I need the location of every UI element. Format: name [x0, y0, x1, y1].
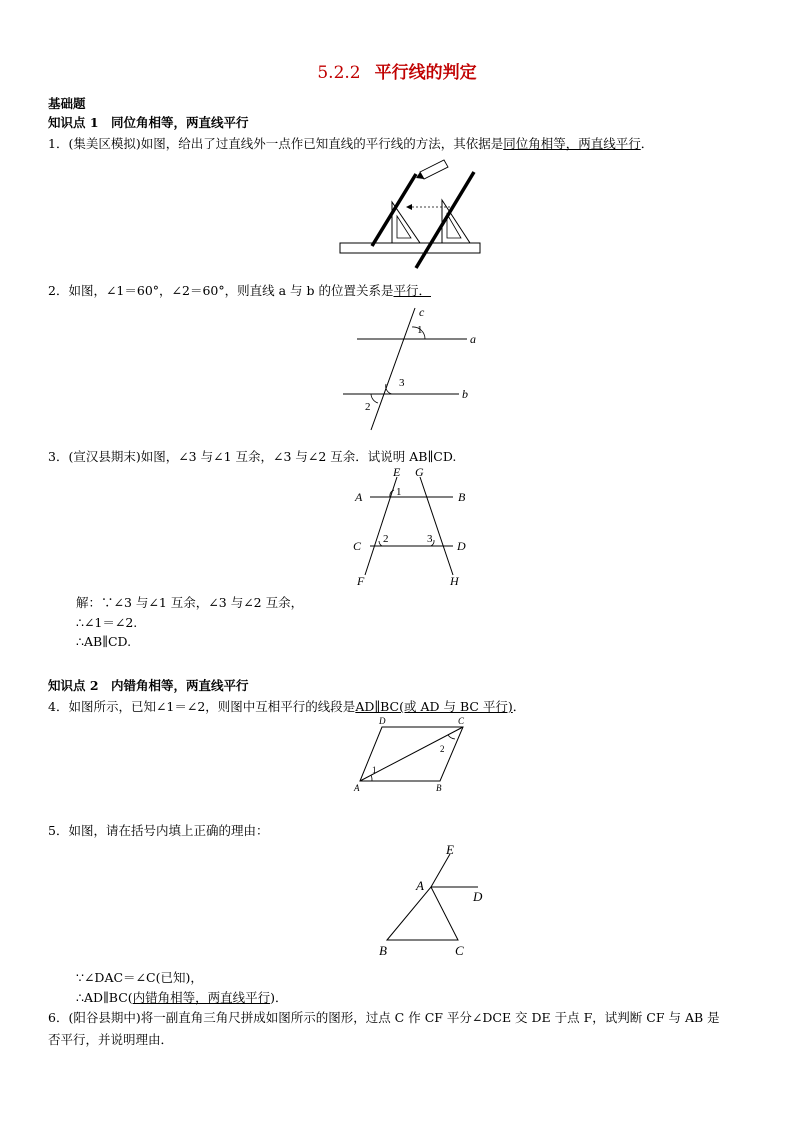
label-b: b — [462, 387, 468, 401]
question-6-line-1: 6．(阳谷县期中)将一副直角三角尺拼成如图所示的图形，过点 C 作 CF 平分∠DCE 交 DE 于点 F，试判断 CF 与 AB 是 — [48, 1010, 720, 1025]
figure-4 — [352, 715, 477, 800]
angle-3: 3 — [399, 377, 405, 389]
label-A: A — [354, 783, 360, 793]
label-B: B — [458, 490, 466, 504]
label-C: C — [353, 539, 362, 553]
label-D: D — [473, 889, 483, 904]
label-A: A — [355, 490, 363, 504]
angle-1: 1 — [372, 765, 377, 775]
figure-1 — [330, 150, 490, 275]
label-H: H — [450, 574, 459, 588]
angle-2: 2 — [440, 744, 445, 754]
knowledge-point-1: 知识点 1 同位角相等，两直线平行 — [48, 115, 249, 130]
figure-2 — [335, 300, 485, 435]
label-E: E — [446, 842, 454, 857]
question-2 — [48, 281, 443, 299]
solution-3-line-2: ∴∠1＝∠2. — [76, 615, 138, 630]
angle-3: 3 — [427, 533, 433, 545]
solution-5-line-1: ∵∠DAC＝∠C(已知)， — [76, 970, 203, 985]
q4-text: 4．如图所示，已知∠1＝∠2，则图中互相平行的线段是 — [48, 699, 356, 714]
angle-1: 1 — [396, 486, 402, 498]
question-6-line-2: 否平行，并说明理由． — [48, 1032, 174, 1047]
q1-answer: 同位角相等，两直线平行 — [503, 136, 641, 151]
label-C: C — [455, 943, 464, 958]
q2-answer: 平行． — [393, 283, 431, 298]
label-F: F — [357, 574, 365, 588]
label-B: B — [379, 943, 387, 958]
basic-section-heading: 基础题 — [48, 96, 86, 111]
q4-suffix: ． — [512, 699, 526, 714]
label-B: B — [436, 783, 442, 793]
sol5-prefix: ∴AD∥BC( — [76, 990, 133, 1005]
q1-text: 1．(集美区模拟)如图，给出了过直线外一点作已知直线的平行线的方法，其依据是 — [48, 136, 504, 151]
sol5-answer: 内错角相等，两直线平行 — [132, 990, 271, 1005]
label-C: C — [458, 716, 465, 726]
angle-1: 1 — [417, 324, 423, 336]
label-A: A — [416, 878, 424, 893]
question-4 — [48, 697, 525, 715]
label-D: D — [379, 716, 386, 726]
section-number: 5.2.2 — [317, 63, 361, 83]
label-G: G — [415, 465, 424, 479]
knowledge-point-2: 知识点 2 内错角相等，两直线平行 — [48, 678, 249, 693]
label-a: a — [470, 332, 476, 346]
q2-text: 2．如图，∠1＝60°，∠2＝60°，则直线 a 与 b 的位置关系是 — [48, 283, 394, 298]
question-3: 3．(宣汉县期末)如图，∠3 与∠1 互余，∠3 与∠2 互余．试说明 AB∥CD. — [48, 449, 457, 464]
solution-5-line-2 — [76, 988, 288, 1006]
figure-5 — [370, 838, 500, 963]
label-c: c — [419, 305, 425, 319]
page-title — [0, 58, 794, 83]
question-5: 5．如图，请在括号内填上正确的理由： — [48, 823, 269, 838]
label-D: D — [457, 539, 466, 553]
q4-answer: AD∥BC(或 AD 与 BC 平行) — [355, 699, 513, 714]
solution-3-line-1: 解：∵∠3 与∠1 互余，∠3 与∠2 互余， — [76, 595, 304, 610]
figure-3 — [345, 465, 480, 590]
label-E: E — [393, 465, 401, 479]
angle-2: 2 — [365, 401, 371, 413]
solution-3-line-3: ∴AB∥CD. — [76, 634, 132, 649]
sol5-suffix: )． — [270, 990, 288, 1005]
angle-2: 2 — [383, 533, 389, 545]
section-title: 平行线的判定 — [374, 63, 477, 83]
q1-suffix: ． — [640, 136, 654, 151]
